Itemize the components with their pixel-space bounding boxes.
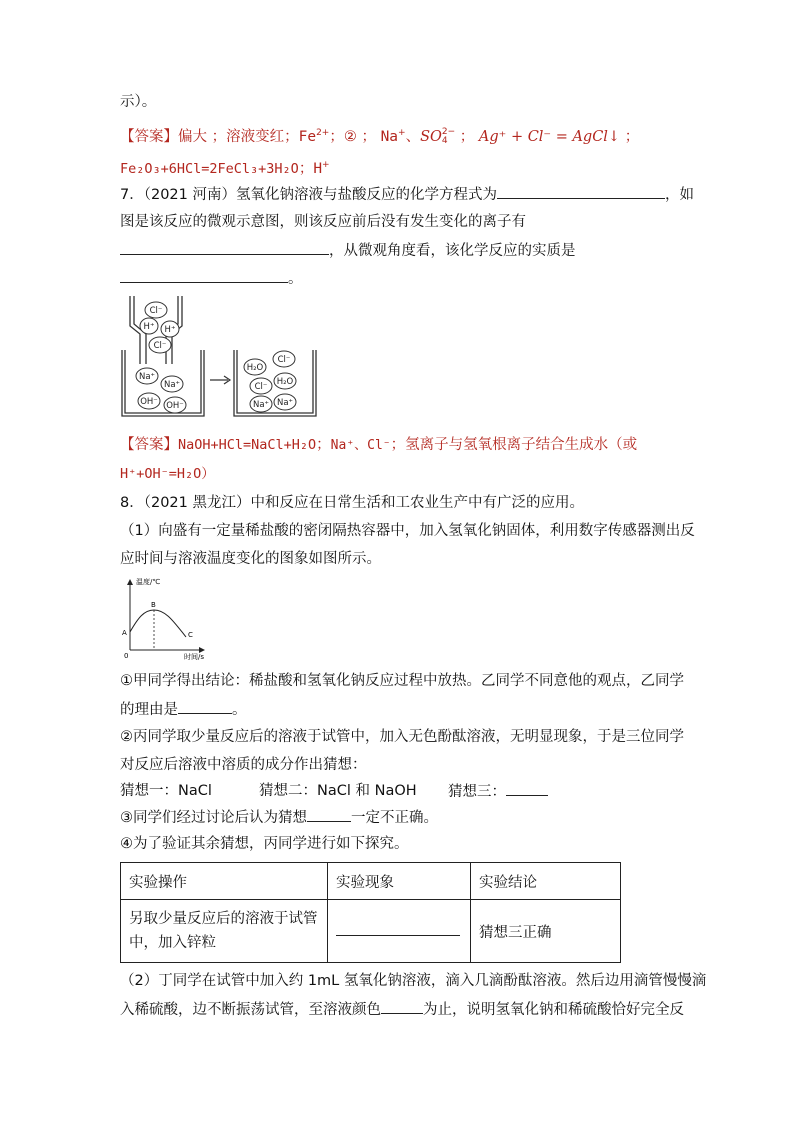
answer-blank[interactable] — [307, 807, 351, 822]
operation-line: 中，加入锌粒 — [129, 935, 216, 951]
arrow-icon — [210, 376, 230, 384]
answer-blank[interactable] — [381, 999, 423, 1014]
answer-text: ； — [455, 128, 479, 145]
ion-label: OH⁻ — [140, 397, 158, 407]
ion-label: H₂O — [246, 363, 264, 373]
answer-text: ；② ； — [329, 128, 381, 145]
question-7-line1 — [120, 184, 694, 205]
guess-3 — [448, 781, 548, 802]
table-cell-phenomenon[interactable] — [328, 900, 471, 963]
answer-blank[interactable] — [497, 184, 665, 199]
question-text: 7．（2021 河南）氢氧化钠溶液与盐酸反应的化学方程式为 — [120, 187, 497, 203]
answer-text: ； — [620, 128, 640, 145]
answer-so-charge: 2− — [441, 126, 456, 137]
ion-label: Cl⁻ — [153, 341, 167, 351]
answer-na: Na — [380, 128, 399, 145]
answer-blank[interactable] — [120, 240, 329, 255]
origin-label: 0 — [124, 652, 129, 660]
table-row — [121, 900, 621, 963]
ion-label: OH⁻ — [166, 401, 184, 411]
answer-h-charge: + — [322, 160, 330, 170]
point-label-b: B — [151, 601, 156, 609]
answer-fe: Fe — [298, 128, 317, 145]
answer-equation: Ag⁺ + Cl⁻ = AgCl↓ — [478, 128, 621, 145]
question-8-line1: 8．（2021 黑龙江）中和反应在日常生活和工农业生产中有广泛的应用。 — [120, 495, 584, 511]
question-text: ③同学们经过讨论后认为猜想 — [120, 810, 307, 826]
guess-3-label: 猜想三： — [448, 784, 506, 800]
question-text: 。 — [232, 702, 247, 718]
x-axis-label: 时间/s — [184, 653, 205, 661]
ion-label: H⁺ — [143, 322, 155, 332]
ion-label: Cl⁻ — [277, 355, 291, 365]
question-text: 入稀硫酸，边不断振荡试管，至溶液颜色 — [120, 1002, 381, 1018]
answer-text: 偏大 ；溶液变红； — [178, 128, 299, 145]
question-text: 一定不正确。 — [351, 810, 438, 826]
question-text: 的理由是 — [120, 702, 178, 718]
answer-label: 【答案】 — [120, 128, 178, 145]
question-7-line4 — [120, 268, 303, 289]
answer-7-line1 — [120, 435, 637, 456]
answer-na-charge: + — [398, 128, 406, 138]
header-cell: 实验操作 — [121, 863, 328, 900]
answer-blank[interactable] — [336, 927, 460, 936]
sub-question-2-line1: ②丙同学取少量反应后的溶液于试管中，加入无色酚酞溶液，无明显现象，于是三位同学 — [120, 729, 684, 745]
temperature-chart — [116, 574, 212, 662]
answer-text: ； — [298, 160, 314, 177]
funnel-left-wall — [130, 296, 140, 364]
header-cell: 实验结论 — [471, 863, 621, 900]
sub-question-2-line2: 对反应后溶液中溶质的成分作出猜想： — [120, 757, 367, 773]
ion-label: H₂O — [276, 377, 294, 387]
operation-line: 另取少量反应后的溶液于试管 — [129, 911, 318, 927]
ion-label: Cl⁻ — [254, 382, 268, 392]
answer-so-sub: 4 — [441, 135, 448, 146]
question-7-line3 — [120, 240, 576, 261]
header-cell: 实验现象 — [328, 863, 471, 900]
experiment-table — [120, 862, 621, 963]
answer-equation-2: Fe₂O₃+6HCl=2FeCl₃+3H₂O — [120, 160, 299, 177]
question-text: ，如 — [664, 187, 694, 203]
ion-label: H⁺ — [164, 325, 176, 335]
question-text: 为止，说明氢氧化钠和稀硫酸恰好完全反 — [423, 1002, 684, 1018]
sub-question-3 — [120, 807, 438, 828]
guess-row — [120, 781, 506, 801]
question-8-line2: （1）向盛有一定量稀盐酸的密闭隔热容器中，加入氢氧化钠固体，利用数字传感器测出反 — [120, 523, 695, 539]
ion-label: Na⁺ — [276, 398, 294, 408]
sub-question-4: ④为了验证其余猜想，丙同学进行如下探究。 — [120, 836, 409, 852]
sub-question-1-line2 — [120, 699, 247, 720]
answer-label: 【答案】 — [120, 437, 178, 453]
ion-label: Na⁺ — [252, 400, 270, 410]
ion-label: Na⁺ — [163, 380, 181, 390]
answer-equation: NaOH+HCl=NaCl+H₂O — [178, 437, 317, 453]
guess-2: 猜想二：NaCl 和 NaOH — [259, 783, 417, 799]
table-cell-conclusion: 猜想三正确 — [471, 900, 621, 963]
y-axis-label: 温度/℃ — [136, 578, 161, 586]
answer-7-line2 — [120, 464, 215, 484]
guess-1: 猜想一：NaCl — [120, 783, 212, 799]
answer-so: SO — [420, 128, 442, 145]
question-7-line2: 图是该反应的微观示意图，则该反应前后没有发生变化的离子有 — [120, 214, 526, 230]
question-8-line3: 应时间与溶液温度变化的图象如图所示。 — [120, 551, 381, 567]
answer-equation: H⁺+OH⁻=H₂O） — [120, 466, 215, 482]
question-text: 。 — [288, 271, 303, 287]
answer-text: ； — [316, 437, 331, 453]
answer-sep: 、 — [405, 128, 421, 145]
answer-h: H — [313, 160, 323, 177]
answer-blank[interactable] — [178, 699, 232, 714]
reaction-diagram — [118, 294, 318, 422]
sub-question-1-line1: ①甲同学得出结论：稀盐酸和氢氧化钠反应过程中放热。乙同学不同意他的观点，乙同学 — [120, 673, 684, 689]
answer-text: ；氢离子与氢氧根离子结合生成水（或 — [390, 437, 638, 453]
question-text: ，从微观角度看，该化学反应的实质是 — [329, 243, 576, 259]
answer-blank[interactable] — [120, 268, 288, 283]
answer-ions: Na⁺、Cl⁻ — [330, 438, 391, 453]
answer-fe-charge: 2+ — [316, 128, 330, 138]
table-header-row — [121, 863, 621, 900]
prev-question-tail: 示）。 — [120, 94, 157, 110]
part-2-line1: （2）丁同学在试管中加入约 1mL 氢氧化钠溶液，滴入几滴酚酞溶液。然后边用滴管慢慢滴 — [120, 973, 707, 989]
table-cell-operation — [121, 900, 328, 963]
answer-6-line2 — [120, 155, 330, 179]
point-label-a: A — [122, 629, 127, 637]
part-2-line2 — [120, 999, 684, 1020]
ion-label: Cl⁻ — [149, 306, 163, 316]
answer-blank[interactable] — [506, 781, 548, 796]
point-label-c: C — [188, 631, 193, 639]
temperature-curve — [130, 610, 186, 637]
ion-label: Na⁺ — [138, 372, 156, 382]
answer-6-line1 — [120, 123, 639, 147]
ion-group — [136, 302, 296, 413]
